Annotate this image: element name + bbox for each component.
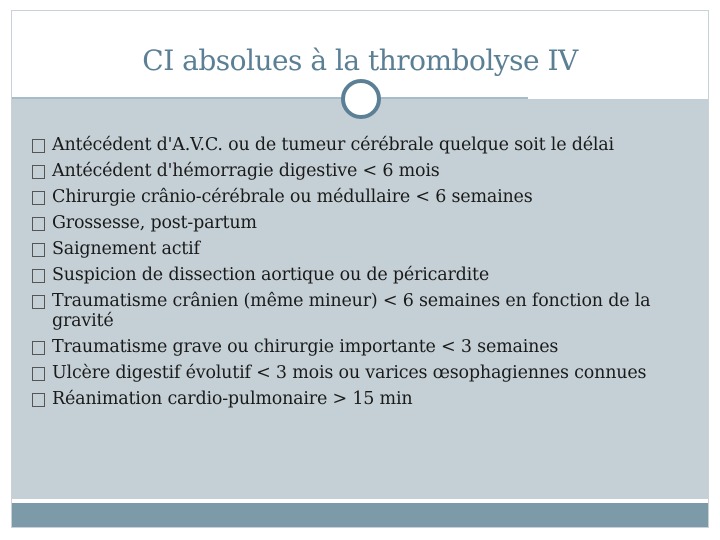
bullet-item <box>30 214 660 234</box>
bullet-text: Chirurgie crânio-cérébrale ou médullaire < 6 semaines <box>52 187 533 207</box>
bullet-item <box>30 338 660 358</box>
bullet-text: Traumatisme grave ou chirurgie importante < 3 semaines <box>52 336 559 357</box>
bullet-item <box>30 364 660 384</box>
checkbox-square-icon <box>32 295 45 309</box>
bullet-item <box>30 390 660 410</box>
bullet-item <box>30 162 660 182</box>
bullet-item <box>30 136 660 156</box>
checkbox-square-icon <box>32 139 45 153</box>
bullet-item <box>30 266 660 286</box>
divider-line-left <box>12 97 342 99</box>
bullet-item <box>30 292 660 331</box>
bullet-text: Antécédent d'A.V.C. ou de tumeur cérébrale quelque soit le délai <box>52 135 614 155</box>
bullet-text: Grossesse, post-partum <box>52 213 257 233</box>
checkbox-square-icon <box>32 393 45 407</box>
checkbox-square-icon <box>32 269 45 283</box>
bullet-text: Saignement actif <box>52 239 200 259</box>
bullet-text: Antécédent d'hémorragie digestive < 6 mois <box>52 161 440 181</box>
slide-title: CI absolues à la thrombolyse IV <box>142 44 578 77</box>
bullet-text: Réanimation cardio-pulmonaire > 15 min <box>52 388 413 409</box>
checkbox-square-icon <box>32 191 45 205</box>
bullet-text: Suspicion de dissection aortique ou de péricardite <box>52 265 490 285</box>
checkbox-square-icon <box>32 367 45 381</box>
bottom-bar <box>12 503 708 527</box>
checkbox-square-icon <box>32 165 45 179</box>
checkbox-square-icon <box>32 217 45 231</box>
bullet-text: Ulcère digestif évolutif < 3 mois ou varices œsophagiennes connues <box>52 362 647 383</box>
bullet-list <box>30 136 660 416</box>
checkbox-square-icon <box>32 243 45 257</box>
bullet-text: Traumatisme crânien (même mineur) < 6 semaines en fonction de la gravité <box>52 291 651 331</box>
bullet-item <box>30 188 660 208</box>
bullet-item <box>30 240 660 260</box>
checkbox-square-icon <box>32 341 45 355</box>
divider-line-right <box>380 97 528 99</box>
ring-ornament-icon <box>341 79 381 119</box>
